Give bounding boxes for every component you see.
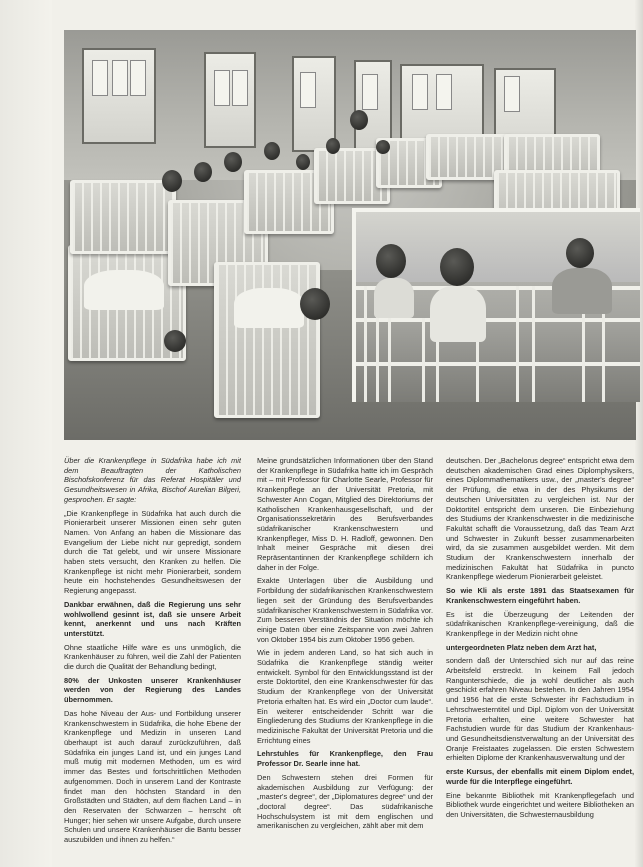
page-margin bbox=[0, 0, 52, 867]
child bbox=[296, 154, 310, 170]
article-emphasis: erste Kursus, der ebenfalls mit einem Diplom endet, wurde für die Interpflege eingeführt. bbox=[446, 767, 634, 786]
child bbox=[164, 330, 186, 352]
article-column-1 bbox=[64, 456, 241, 848]
page-gutter bbox=[635, 0, 643, 867]
article-column-2 bbox=[257, 456, 433, 848]
article-paragraph: „Die Krankenpflege in Südafrika hat auch durch die Pionierarbeit unserer Missionen einen sehr guten Namen. Von Anfang an haben die Missionare das Evangelium der Liebe nicht nur gepredigt, sondern durch die Tat gelebt, und wir unsere Missionare haben stets versucht, den Kranken zu helfen. Die Krankenpflege ist nicht mehr Pionierarbeit, sondern heute ein hochstehendes Gesundheitswesen der Regierung angepasst. bbox=[64, 508, 241, 596]
article-emphasis: Lehrstuhles für Krankenpflege, den Frau Professor Dr. Searle inne hat. bbox=[257, 749, 433, 769]
article-paragraph: Wie in jedem anderen Land, so hat sich auch in Südafrika die Krankenpflege ständig weiter entwickelt. Symbol für den Entwicklungsstand ist der erste Doktortitel, den eine Krankenschwester für das Studium der Krankenpflege von der Universität Pretoria erhalten hat. Es wird ein „Doctor cum laude“. Ein weiterer entscheidender Schritt war die Eingliederung des Studiums der Krankenpflege in die medizinische Fakultät der Universität Pretoria und die Errichtung eines bbox=[257, 648, 433, 745]
article-paragraph: Eine bekannte Bibliothek mit Krankenpflegefach und Bibliothek wurde eingerichtet und weitere Bibliotheken an den Universitäten, die Schwesternausbildung bbox=[446, 790, 634, 819]
child bbox=[194, 162, 212, 182]
article-paragraph: Meine grundsätzlichen Informationen über den Stand der Krankenpflege in Südafrika hatte ich im Gespräch mit – mit Professor für Charlotte Searle, Professor für Krankenpflege an der Universität Pretoria, mit Schwester Ann Cogan, Mitglied des Direktoriums der Katholischen Krankenhausgesellschaft, und der Organisationssekretärin des Berufsverbandes südafrikanischer Krankenschwestern und Krankenpfleger, Miss D. H. Radloff, gewonnen. Den Inhalt meiner Gespräche mit diesen drei Repräsentantinnen der Krankenpflege schildern ich daher in der Folge. bbox=[257, 456, 433, 572]
article-emphasis: 80% der Unkosten unserer Krankenhäuser werden von der Regierung des Landes übernommen. bbox=[64, 675, 241, 705]
article-emphasis: So wie Kli als erste 1891 das Staatsexamen für Krankenschwestern eingeführt haben. bbox=[446, 586, 634, 605]
child bbox=[350, 110, 368, 130]
child bbox=[376, 140, 390, 154]
article-paragraph: Ohne staatliche Hilfe wäre es uns unmöglich, die Krankenhäuser zu führen, weil die Zahl der Patienten die durch die Qualität der Behandlung bedingt, bbox=[64, 642, 241, 672]
child bbox=[440, 248, 474, 286]
child bbox=[162, 170, 182, 192]
child bbox=[326, 138, 340, 154]
child bbox=[264, 142, 280, 160]
article-paragraph: deutschen. Der „Bachelorus degree“ entspricht etwa dem deutschen akademischen Grad eines Diplomphysikers, eines Diplommathematikers usw., der „master's degree“ der Prüfung, die etwa in der des Physikums der deutschen Universitäten zu vergleichen ist. Nur der Doktortitel entspricht dem unseren. Die Einbeziehung des Studiums der Krankenschwester in die medizinische Fakultät schafft die Voraussetzung, daß das Team Arzt und Schwester in Zukunft besser zusammenarbeiten wird, da sie zusammen ausgebildet werden. Mit dem Studium der Krankenschwestern innerhalb der medizinischen Fakultät hat Südafrika in puncto Krankenpflege wiederum Pionierarbeit geleistet. bbox=[446, 456, 634, 582]
article-emphasis: untergeordneten Platz neben dem Arzt hat, bbox=[446, 642, 597, 652]
article-paragraph: Das hohe Niveau der Aus- und Fortbildung unserer Krankenschwestern in Südafrika, die hohe Ebene der Krankenpflege und Medizin in unseren Land überhaupt ist auch darauf zurückzuführen, daß Südafrika ein junges Land ist, und ein junges Land muß mutig mit modernen Methoden, um es wird immer das Bestes und fortschrittlichen Methoden aufgenommen. Doch in unserem Land der Kontraste findet man den höchsten Standard in den Großstädten und Städten, auf dem flachen Land – in den Reservaten der Schwarzen – herrscht oft Hunger; hier sehen wir unsere Aufgabe, durch unsere Schulen und unsere Krankenhäuser die Bantu besser auszubilden und ihnen zu helfen.“ bbox=[64, 708, 241, 845]
article-paragraph: Exakte Unterlagen über die Ausbildung und Fortbildung der südafrikanischen Krankenschwestern liegen seit der Gründung des Berufsverbandes südafrikanischer Krankenschwestern in Südafrika vor. Zum besseren Verständnis der Situation möchte ich einige Daten über eine Zeitspanne von zwei Jahren von Oktober 1954 bis zum Oktober 1956 geben. bbox=[257, 576, 433, 644]
article-paragraph: sondern daß der Unterschied sich nur auf das reine Arbeitsfeld erstreckt. In keinem Fall jedoch Rangunterschiede, die ja wohl deutlicher als auch geschickt erfahren Niveau bestehen. In den Jahren 1954 und 1956 hat die erste Schwester ihr Fachstudium in Lehrschwesterntitel und Dipl. Diplom von der Universität Pretoria erhalten, eine weitere Schwester hat Fachstudien wurde für das Studium der Krankenhaus- und Gesundheitsdienstverwaltung an der Universität des Oranje Freistaates zugelassen. Die ersten Schwestern erhielten Diplome der Krankenhausverwaltung und der bbox=[446, 656, 634, 763]
child bbox=[300, 288, 330, 320]
article-paragraph: Den Schwestern stehen drei Formen für akademischen Ausbildung zur Verfügung: der „master's degree“, der „Diplomatures degree“ und der „doctoral degree“. Das südafrikanische Hochschulsystem ist mit dem englischen und amerikanischen zu vergleichen, zählt aber mit dem bbox=[257, 772, 433, 831]
child bbox=[566, 238, 594, 268]
crib bbox=[214, 262, 320, 418]
article-paragraph: Es ist die Überzeugung der Leitenden der südafrikanischen Krankenpflege-vereinigung, daß die Krankenpflege in der Medizin nicht ohne bbox=[446, 609, 634, 638]
article-intro: Über die Krankenpflege in Südafrika habe ich mit dem Beauftragten der Katholischen Bischofskonferenz für das Referat Hospitäler und Gesundheitswesen in Afrika, Bischof Aurelian Bilgeri, gesprochen. Er sagte: bbox=[64, 456, 241, 504]
child bbox=[224, 152, 242, 172]
article-emphasis: Dankbar erwähnen, daß die Regierung uns sehr wohlwollend gesinnt ist, daß sie unsere Arbeit kennt, anerkennt und uns nach Kräften unterstützt. bbox=[64, 599, 241, 638]
child bbox=[376, 244, 406, 278]
article-column-3 bbox=[446, 456, 634, 848]
crib bbox=[70, 180, 176, 254]
inset-photo bbox=[352, 208, 640, 402]
